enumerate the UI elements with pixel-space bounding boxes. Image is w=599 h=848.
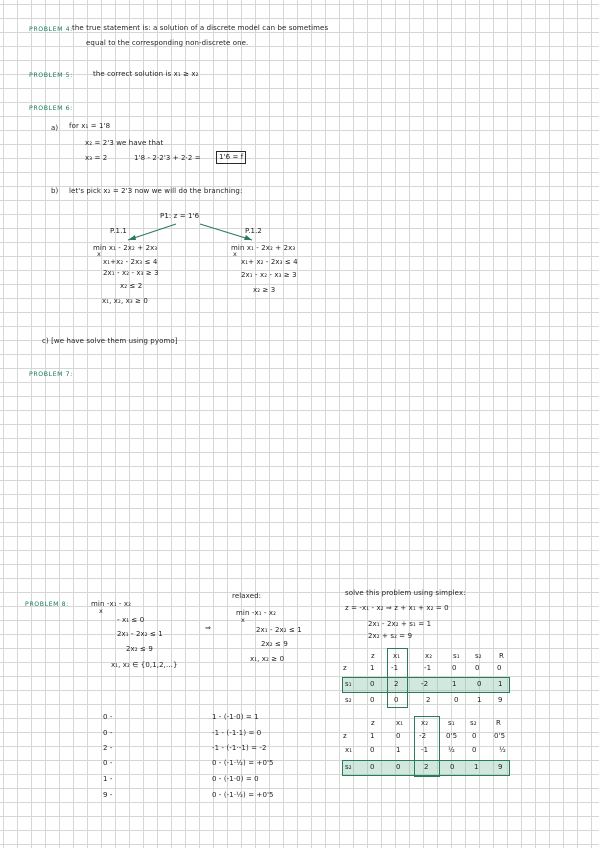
problem-7-heading: PROBLEM 7:	[29, 371, 73, 378]
t2-cell: -2	[419, 732, 427, 740]
p8-model-var: x	[99, 607, 103, 615]
part-b-label: b)	[51, 187, 59, 195]
ratio-right: -1 - (-1·1) = 0	[212, 729, 262, 737]
branch-right-title: P.1.2	[245, 227, 262, 235]
t1-cell: -1	[424, 664, 432, 672]
t1-cell: 1	[477, 696, 482, 704]
t1-cell: 0	[370, 696, 375, 704]
t1-cell: 1	[452, 680, 457, 688]
part-c-text: c) [we have solve them using pyomo]	[42, 337, 178, 345]
relaxed-title: relaxed:	[232, 592, 262, 600]
part-a-line-2: x₂ = 2'3 we have that	[85, 139, 164, 147]
p8-model-c4: x₁, x₂ ∈ {0,1,2,...}	[111, 661, 178, 669]
t1-cell: 1	[370, 664, 375, 672]
branch-root: P1: z = 1'6	[160, 212, 200, 220]
simplex-title: solve this problem using simplex:	[345, 589, 466, 597]
ratio-right: 1 - (-1·0) = 1	[212, 713, 259, 721]
branch-right-objective: min x₁ - 2x₂ + 2x₃	[231, 244, 296, 252]
t1-cell: 0	[394, 696, 399, 704]
branch-left-title: P.1.1	[110, 227, 127, 235]
t2-cell: z	[343, 732, 347, 740]
part-a-label: a)	[51, 124, 59, 132]
t2-head: s₁	[448, 719, 455, 727]
branch-arrow-left-head	[128, 235, 136, 240]
t2-cell: 0	[370, 746, 375, 754]
t2-cell: 2	[424, 763, 429, 771]
t1-cell: 0	[497, 664, 502, 672]
branch-right-c3: x₂ ≥ 3	[253, 286, 276, 294]
problem-5-heading: PROBLEM 5:	[29, 72, 73, 79]
t2-cell: 0	[370, 763, 375, 771]
t2-cell: 0'5	[446, 732, 458, 740]
t2-cell: 9	[498, 763, 503, 771]
t1-cell: s₁	[345, 680, 352, 688]
part-a-calculation: 1'8 - 2·2'3 + 2·2 =	[134, 154, 201, 162]
p8-model-objective: min -x₁ - x₂	[91, 600, 132, 608]
ratio-left: 0 -	[103, 729, 113, 737]
part-a-line-1: for x₁ = 1'8	[69, 122, 111, 130]
t2-cell: 1	[370, 732, 375, 740]
t1-head: x₁	[393, 652, 401, 660]
ratio-left: 2 -	[103, 744, 113, 752]
problem-4-line-2: equal to the corresponding non-discrete one.	[86, 39, 249, 47]
t1-cell: 0	[477, 680, 482, 688]
t2-head: x₂	[421, 719, 429, 727]
t2-cell: x₁	[345, 746, 353, 754]
branch-right-c2: 2x₁ - x₂ - x₃ ≥ 3	[241, 271, 297, 279]
simplex-eq-3: 2x₂ + s₂ = 9	[368, 632, 413, 640]
branch-left-c2: 2x₁ - x₂ - x₃ ≥ 3	[103, 269, 159, 277]
t1-cell: 9	[498, 696, 503, 704]
ratio-left: 0 -	[103, 759, 113, 767]
problem-5-text: the correct solution is x₁ ≥ x₂	[93, 70, 199, 78]
t2-cell: 1	[474, 763, 479, 771]
t2-cell: 0	[450, 763, 455, 771]
relaxed-c3: x₁, x₂ ≥ 0	[250, 655, 285, 663]
simplex-eq-2: 2x₁ - 2x₂ + s₁ = 1	[368, 620, 432, 628]
branch-left-objective: min x₁ - 2x₂ + 2x₃	[93, 244, 158, 252]
part-b-text: let's pick x₂ = 2'3 now we will do the branching:	[69, 187, 243, 195]
t1-cell: -2	[421, 680, 429, 688]
branch-right-c1: x₁+ x₂ - 2x₃ ≤ 4	[241, 258, 298, 266]
t1-head: R	[499, 652, 504, 660]
t2-cell: 0	[472, 746, 477, 754]
t1-cell: 0	[475, 664, 480, 672]
branch-left-c4: x₁, x₂, x₃ ≥ 0	[102, 297, 148, 305]
t1-cell: s₂	[345, 696, 352, 704]
t1-cell: 0	[452, 664, 457, 672]
t2-cell: 0	[472, 732, 477, 740]
ratio-right: 0 - (-1·½) = +0'5	[212, 791, 274, 799]
t2-head: s₂	[470, 719, 477, 727]
ratio-right: 0 - (-1·½) = +0'5	[212, 759, 274, 767]
t2-cell: ½	[448, 746, 455, 754]
ratio-left: 1 -	[103, 775, 113, 783]
part-a-result-box: 1'6 = f	[216, 151, 246, 164]
p8-model-c3: 2x₂ ≤ 9	[126, 645, 153, 653]
problem-4-line-1: the true statement is: a solution of a discrete model can be sometimes	[72, 24, 329, 32]
t1-cell: 0	[370, 680, 375, 688]
t1-cell: 2	[426, 696, 431, 704]
t2-cell: 0	[396, 763, 401, 771]
t1-head: x₂	[425, 652, 433, 660]
t2-head: x₁	[396, 719, 404, 727]
t1-head: s₂	[475, 652, 482, 660]
part-a-line-3: x₃ = 2	[85, 154, 108, 162]
t2-cell: s₂	[345, 763, 352, 771]
t2-head: R	[496, 719, 501, 727]
t1-cell: z	[343, 664, 347, 672]
relaxed-c1: 2x₁ - 2x₂ ≤ 1	[256, 626, 302, 634]
t1-cell: 2	[394, 680, 399, 688]
problem-4-heading: PROBLEM 4:	[29, 26, 73, 33]
t2-cell: -1	[421, 746, 429, 754]
relaxed-var: x	[241, 616, 245, 624]
ratio-right: 0 - (-1·0) = 0	[212, 775, 259, 783]
branch-right-var: x	[233, 250, 237, 258]
branch-left-var: x	[97, 250, 101, 258]
t2-cell: ½	[499, 746, 506, 754]
simplex-eq-1: z = -x₁ - x₂ ⇒ z + x₁ + x₂ = 0	[345, 604, 449, 612]
t1-head: s₁	[453, 652, 460, 660]
t1-cell: -1	[391, 664, 399, 672]
implies-arrow: ⇒	[205, 624, 211, 632]
t2-cell: 0	[396, 732, 401, 740]
t1-head: z	[371, 652, 375, 660]
branch-left-c1: x₁+x₂ - 2x₃ ≤ 4	[103, 258, 158, 266]
ratio-left: 9 -	[103, 791, 113, 799]
ratio-right: -1 - (-1·-1) = -2	[212, 744, 267, 752]
branch-left-c3: x₂ ≤ 2	[120, 282, 143, 290]
p8-model-c1: - x₁ ≤ 0	[117, 616, 145, 624]
problem-6-heading: PROBLEM 6:	[29, 105, 73, 112]
relaxed-c2: 2x₂ ≤ 9	[261, 640, 288, 648]
t1-cell: 0	[454, 696, 459, 704]
problem-8-heading: PROBLEM 8:	[25, 601, 69, 608]
p8-model-c2: 2x₁ - 2x₂ ≤ 1	[117, 630, 163, 638]
t1-cell: 1	[498, 680, 503, 688]
ratio-left: 0 -	[103, 713, 113, 721]
relaxed-objective: min -x₁ - x₂	[236, 609, 277, 617]
t2-cell: 1	[396, 746, 401, 754]
t2-cell: 0'5	[494, 732, 506, 740]
t2-head: z	[371, 719, 375, 727]
